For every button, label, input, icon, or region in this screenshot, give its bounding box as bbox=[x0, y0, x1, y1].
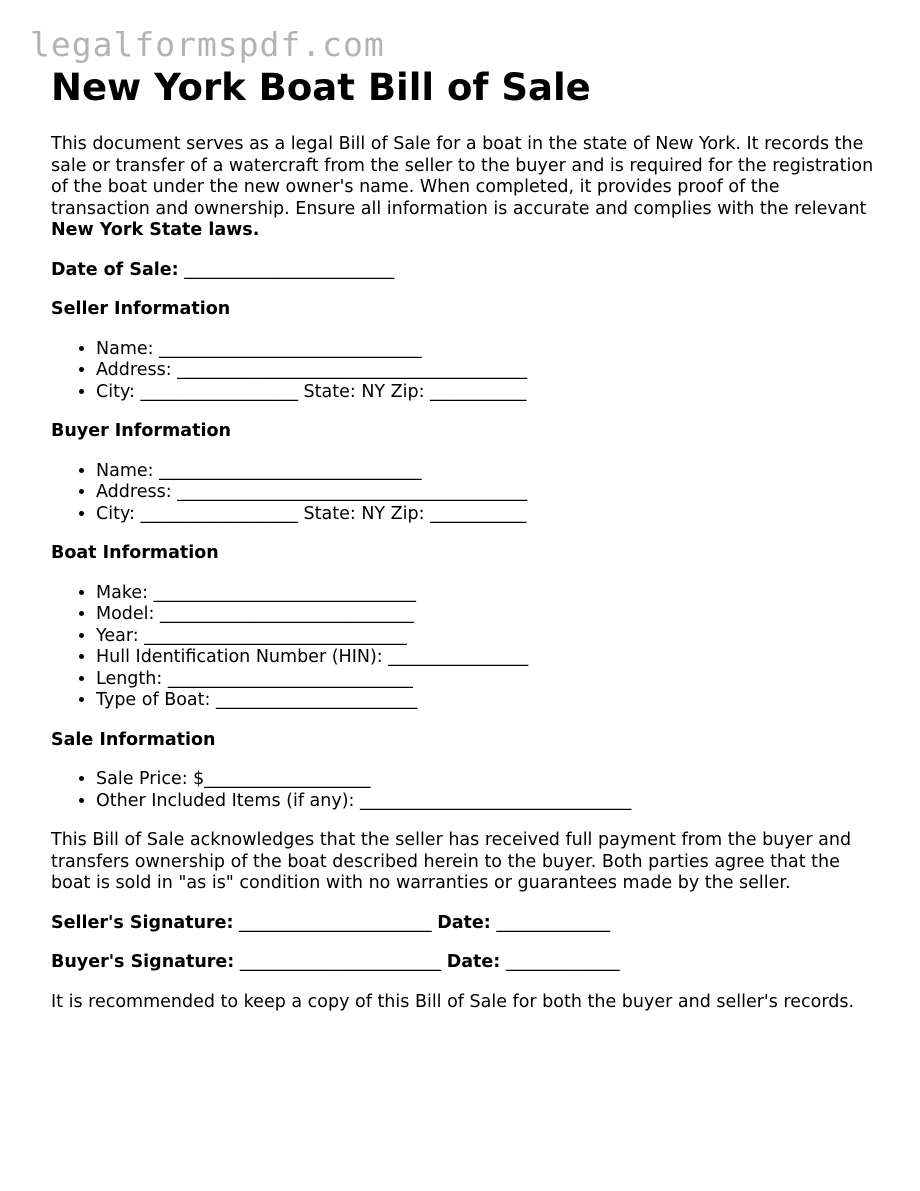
boat-make-field[interactable]: • Make: ______________________________ bbox=[96, 583, 881, 605]
seller-date-label: Date: bbox=[437, 912, 491, 933]
buyer-signature-label: Buyer's Signature: bbox=[51, 952, 235, 972]
buyer-city-state-zip-field[interactable]: • City: __________________ State: NY Zip: ___________ bbox=[96, 504, 881, 526]
buyer-date-blank[interactable]: _____________ bbox=[500, 952, 620, 972]
document-body bbox=[51, 66, 881, 1013]
boat-hin-field[interactable]: • Hull Identification Number (HIN): ________________ bbox=[96, 647, 881, 669]
buyer-heading: Buyer Information bbox=[51, 421, 231, 441]
seller-city-state-zip-field[interactable]: • City: __________________ State: NY Zip: ___________ bbox=[96, 382, 881, 404]
sale-list bbox=[51, 769, 881, 812]
watermark: legalformspdf.com bbox=[30, 25, 385, 64]
buyer-list bbox=[51, 461, 881, 526]
seller-name-field[interactable]: • Name: ______________________________ bbox=[96, 339, 881, 361]
boat-heading: Boat Information bbox=[51, 543, 219, 563]
seller-signature-blank[interactable]: ______________________ bbox=[233, 912, 438, 933]
seller-signature-line[interactable] bbox=[51, 913, 881, 935]
footer-paragraph: It is recommended to keep a copy of this Bill of Sale for both the buyer and seller's records. bbox=[51, 991, 855, 1012]
date-of-sale-blank[interactable]: ________________________ bbox=[178, 259, 395, 280]
sale-price-field[interactable]: • Sale Price: $___________________ bbox=[96, 769, 881, 791]
date-of-sale-field[interactable] bbox=[51, 260, 881, 282]
boat-list bbox=[51, 583, 881, 712]
seller-list bbox=[51, 339, 881, 404]
intro-bold-text: New York State laws. bbox=[51, 220, 260, 240]
intro-paragraph bbox=[51, 134, 881, 242]
boat-year-field[interactable]: • Year: ______________________________ bbox=[96, 626, 881, 648]
buyer-date-label: Date: bbox=[446, 952, 501, 972]
closing-paragraph: This Bill of Sale acknowledges that the seller has received full payment from the buyer and transfers ownership of the boat described herein to the buyer. Both parties agree that the boat is sold in "as is" condition with no warranties or guarantees made by the seller. bbox=[51, 830, 852, 893]
seller-heading: Seller Information bbox=[51, 299, 231, 319]
sale-heading: Sale Information bbox=[51, 729, 216, 750]
buyer-signature-line[interactable] bbox=[51, 952, 881, 974]
other-items-field[interactable]: • Other Included Items (if any): _______________________________ bbox=[96, 791, 881, 813]
page-title: New York Boat Bill of Sale bbox=[51, 66, 591, 109]
buyer-name-field[interactable]: • Name: ______________________________ bbox=[96, 461, 881, 483]
buyer-address-field[interactable]: • Address: ________________________________________ bbox=[96, 482, 881, 504]
boat-model-field[interactable]: • Model: _____________________________ bbox=[96, 604, 881, 626]
buyer-signature-blank[interactable]: _______________________ bbox=[234, 952, 447, 972]
seller-date-blank[interactable]: _____________ bbox=[490, 912, 611, 933]
intro-text: This document serves as a legal Bill of Sale for a boat in the state of New York. It records the sale or transfer of a watercraft from the seller to the buyer and is required for the registration of the boat under the new owner's name. When completed, it provides proof of the transaction and ownership. Ensure all information is accurate and complies with the relevant bbox=[51, 134, 874, 219]
seller-address-field[interactable]: • Address: ________________________________________ bbox=[96, 360, 881, 382]
seller-signature-label: Seller's Signature: bbox=[51, 912, 234, 933]
boat-type-field[interactable]: • Type of Boat: _______________________ bbox=[96, 690, 881, 712]
date-of-sale-label: Date of Sale: bbox=[51, 259, 179, 280]
boat-length-field[interactable]: • Length: ____________________________ bbox=[96, 669, 881, 691]
